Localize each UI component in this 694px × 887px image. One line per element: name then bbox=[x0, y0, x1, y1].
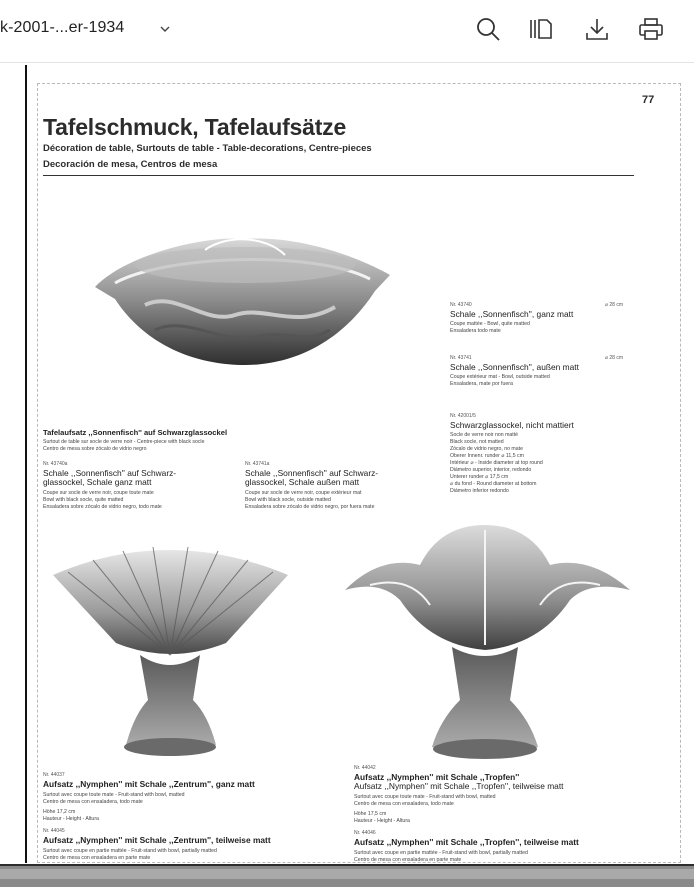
chevron-down-icon[interactable] bbox=[158, 22, 172, 36]
item-desc: Coupe mattée - Bowl, quite matted bbox=[450, 321, 530, 327]
item-desc: Bowl with black socle, outside matted bbox=[245, 497, 331, 503]
item-name: Schwarzglassockel, nicht mattiert bbox=[450, 420, 574, 430]
document-viewport[interactable] bbox=[0, 63, 694, 863]
item-name: glassockel, Schale außen matt bbox=[245, 477, 360, 487]
download-icon[interactable] bbox=[582, 14, 612, 44]
item-name: Schale ,,Sonnenfisch'', ganz matt bbox=[450, 309, 574, 319]
sonnenfisch-heading: Tafelaufsatz ,,Sonnenfisch'' auf Schwarzglassockel bbox=[43, 428, 228, 437]
sonnenfisch-desc: Centro de mesa sobre zócalo de vidrio negro bbox=[43, 446, 147, 452]
item-number: Nr. 43741a bbox=[245, 461, 270, 467]
page-number: 77 bbox=[642, 94, 655, 106]
pdf-page bbox=[10, 65, 682, 863]
item-desc: Zócalo de vidrio negro, no mate bbox=[450, 446, 523, 452]
item-height: Höhe 17,2 cm bbox=[43, 809, 76, 815]
item-desc: Ensaladera sobre zócalo de vidrio negro, todo mate bbox=[43, 504, 162, 510]
item-desc: Surtout avec coupe toute mate - Fruit-stand with bowl, matted bbox=[354, 794, 496, 800]
item-desc: Centro de mesa con ensaladera, todo mate bbox=[43, 799, 143, 805]
document-title[interactable]: k-2001-...er-1934 bbox=[0, 19, 125, 36]
item-desc: Diámetro inferior redondo bbox=[450, 488, 509, 494]
print-icon[interactable] bbox=[636, 14, 666, 44]
item-height: Höhe 17,5 cm bbox=[354, 811, 387, 817]
item-desc: Black socle, not matted bbox=[450, 439, 504, 445]
item-name: Schale ,,Sonnenfisch'', außen matt bbox=[450, 362, 579, 372]
page-title: Tafelschmuck, Tafelaufsätze bbox=[43, 114, 347, 140]
item-desc: Bowl with black socle, quite matted bbox=[43, 497, 124, 503]
item-name: Aufsatz ,,Nymphen'' mit Schale ,,Zentrum'', teilweise matt bbox=[43, 835, 271, 845]
item-desc: Intérieur ⌀ - Inside diameter at top round bbox=[450, 460, 543, 466]
item-desc: Centro de mesa con ensaladera en parte mate bbox=[354, 857, 462, 863]
item-desc: Oberer Innenr. runder ⌀ 11,5 cm bbox=[450, 453, 524, 459]
item-desc: Centro de mesa con ensaladera en parte mate bbox=[43, 855, 151, 861]
item-desc: Ensaladera, mate por fuera bbox=[450, 381, 513, 387]
item-name: Aufsatz ,,Nymphen'' mit Schale ,,Tropfen'' bbox=[354, 772, 520, 782]
item-desc: ⌀ du fond - Round diameter at bottom bbox=[450, 481, 537, 487]
item-desc: Ensaladera sobre zócalo de vidrio negro, por fuera mate bbox=[245, 504, 375, 510]
item-desc: Unterer runder ⌀ 17,5 cm bbox=[450, 474, 509, 480]
item-desc: Centro de mesa con ensaladera, todo mate bbox=[354, 801, 454, 807]
viewer-toolbar bbox=[0, 0, 694, 63]
item-name: glassockel, Schale ganz matt bbox=[43, 477, 152, 487]
zentrum-fruit-stand-image bbox=[48, 515, 293, 765]
scrollbar-thumb[interactable] bbox=[0, 869, 694, 879]
item-height-label: Hauteur - Height - Altura bbox=[354, 818, 410, 824]
search-icon[interactable] bbox=[473, 14, 503, 44]
item-name: Aufsatz ,,Nymphen'' mit Schale ,,Zentrum'', ganz matt bbox=[43, 779, 255, 789]
item-height-label: Hauteur - Height - Altura bbox=[43, 816, 99, 822]
sonnenfisch-bowl-image bbox=[85, 195, 395, 370]
item-desc: Diámetro superior, interior, redondo bbox=[450, 467, 532, 473]
item-desc: Coupe extérieur mat - Bowl, outside matted bbox=[450, 374, 550, 380]
item-number: Nr. 44037 bbox=[43, 772, 65, 778]
item-desc: Coupe sur socle de verre noir, coupe toute mate bbox=[43, 490, 154, 496]
item-number: Nr. 42001/5 bbox=[450, 413, 476, 419]
page-edge-line bbox=[25, 65, 27, 863]
title-divider bbox=[43, 175, 634, 176]
item-desc: Coupe sur socle de verre noir, coupe extérieur mat bbox=[245, 490, 362, 496]
item-number: Nr. 43740 bbox=[450, 302, 472, 308]
reading-mode-icon[interactable] bbox=[526, 14, 556, 44]
item-desc: Socle de verre noir non matté bbox=[450, 432, 519, 438]
item-number: Nr. 44042 bbox=[354, 765, 376, 771]
item-number: Nr. 43741 bbox=[450, 355, 472, 361]
item-name: Schale ,,Sonnenfisch'' auf Schwarz- bbox=[245, 468, 379, 478]
page-subtitle-1: Décoration de table, Surtouts de table - Table-decorations, Centre-pieces bbox=[43, 143, 372, 154]
sonnenfisch-desc: Surtout de table sur socle de verre noir - Centre-piece with black socle bbox=[43, 439, 205, 445]
item-number: Nr. 44046 bbox=[354, 830, 376, 836]
item-desc: Surtout avec coupe toute mate - Fruit-stand with bowl, matted bbox=[43, 792, 185, 798]
tropfen-fruit-stand-image bbox=[340, 495, 635, 770]
page-subtitle-2: Decoración de mesa, Centros de mesa bbox=[43, 159, 218, 170]
horizontal-scrollbar[interactable] bbox=[0, 864, 694, 887]
item-size: ⌀ 28 cm bbox=[605, 302, 624, 308]
item-number: Nr. 43740a bbox=[43, 461, 68, 467]
item-desc: Surtout avec coupe en partie mattée - Fruit-stand with bowl, partially matted bbox=[354, 850, 528, 856]
item-number: Nr. 44045 bbox=[43, 828, 65, 834]
item-name: Schale ,,Sonnenfisch'' auf Schwarz- bbox=[43, 468, 177, 478]
item-desc: Surtout avec coupe en partie mattée - Fruit-stand with bowl, partially matted bbox=[43, 848, 217, 854]
item-desc: Ensaladera todo mate bbox=[450, 328, 501, 334]
item-size: ⌀ 28 cm bbox=[605, 355, 624, 361]
item-name: Aufsatz ,,Nymphen'' mit Schale ,,Tropfen'', teilweise matt bbox=[354, 781, 564, 791]
item-name: Aufsatz ,,Nymphen'' mit Schale ,,Tropfen'', teilweise matt bbox=[354, 837, 579, 847]
